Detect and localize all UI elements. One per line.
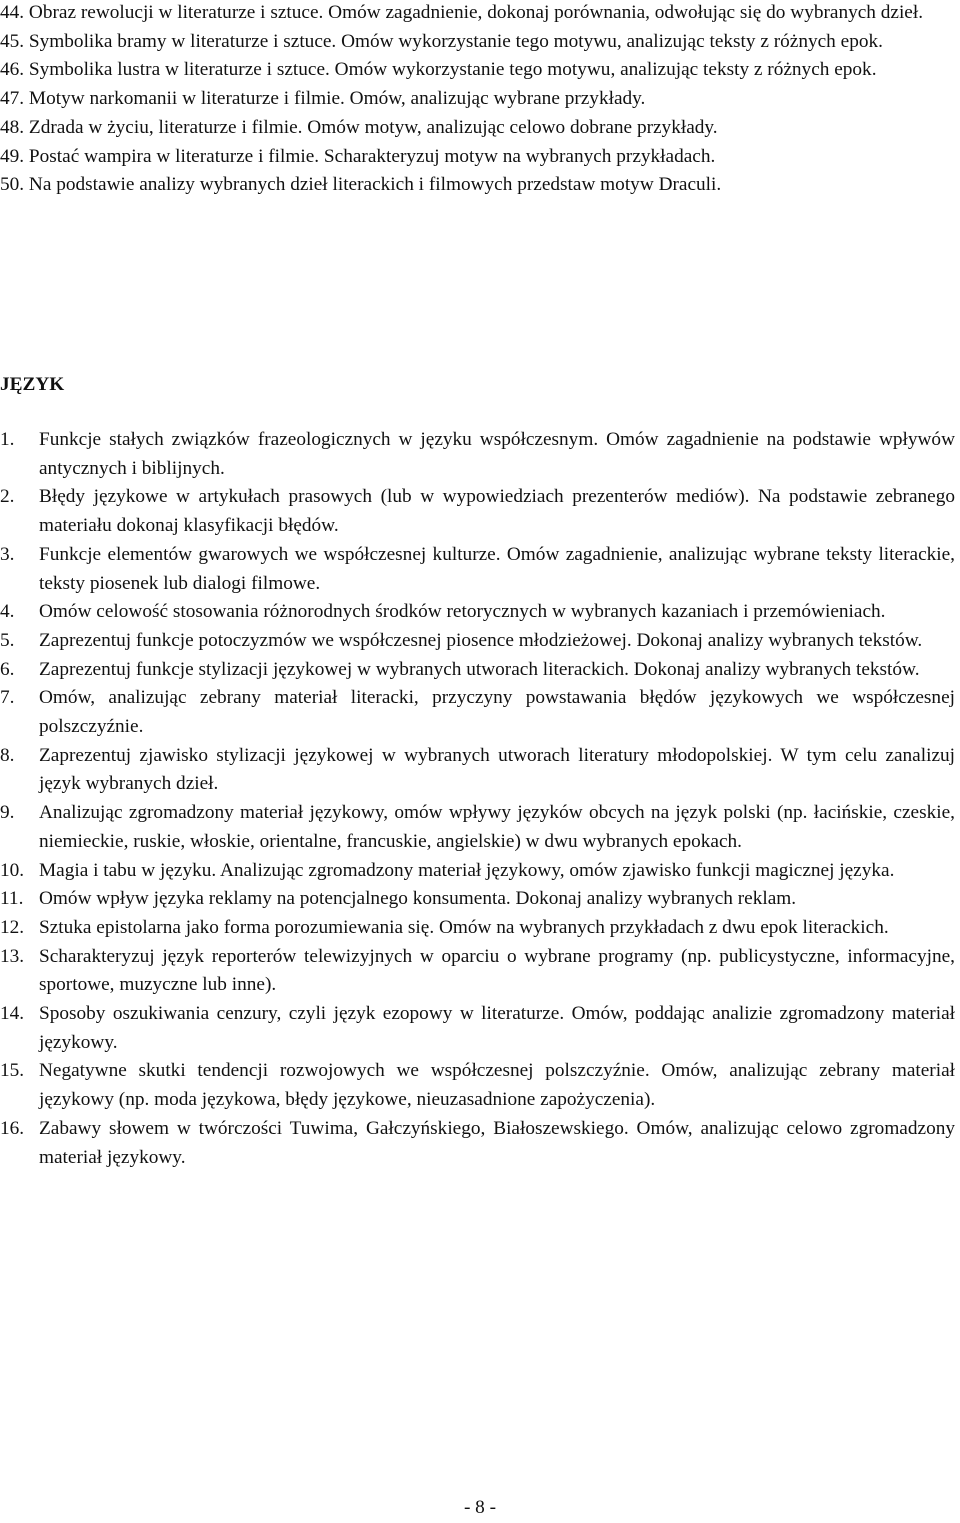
list-item (0, 656, 955, 685)
item-text: Omów wpływ języka reklamy na potencjalnego konsumenta. Dokonaj analizy wybranych reklam. (39, 888, 797, 910)
item-number: 45. (0, 30, 29, 52)
item-text: Zaprezentuj zjawisko stylizacji językowej w wybranych utworach literatury młodopolskiej. W tym celu zanalizuj język wybranych dzieł. (39, 744, 955, 795)
list-item (0, 85, 955, 114)
item-text: Błędy językowe w artykułach prasowych (lub w wypowiedziach prezenterów mediów). Na podstawie zebranego materiału dokonaj klasyfikacji błędów. (39, 486, 955, 537)
item-text: Scharakteryzuj język reporterów telewizyjnych w oparciu o wybrane programy (np. publicystyczne, informacyjne, sportowe, muzyczne lub inne). (39, 945, 955, 996)
item-text: Zaprezentuj funkcje potoczyzmów we współczesnej piosence młodzieżowej. Dokonaj analizy wybranych tekstów. (39, 629, 923, 651)
item-text: Sztuka epistolarna jako forma porozumiewania się. Omów na wybranych przykładach z dwu epok literackich. (39, 916, 889, 938)
item-number: 6. (0, 658, 15, 680)
item-number: 47. (0, 88, 29, 110)
item-number: 50. (0, 174, 29, 196)
language-topic-list (0, 426, 955, 1172)
item-text: Motyw narkomanii w literaturze i filmie. Omów, analizując wybrane przykłady. (28, 88, 646, 110)
item-text: Omów celowość stosowania różnorodnych środków retorycznych w wybranych kazaniach i przemówieniach. (39, 601, 886, 623)
list-item (0, 1115, 955, 1172)
list-item (0, 857, 955, 886)
item-text: Zdrada w życiu, literaturze i filmie. Omów motyw, analizując celowo dobrane przykłady. (28, 116, 718, 138)
page-number: - 8 - (463, 1497, 497, 1518)
item-text: Obraz rewolucji w literaturze i sztuce. Omów zagadnienie, dokonaj porównania, odwołując się do wybranych dzieł. (28, 2, 924, 23)
item-number: 4. (0, 601, 15, 623)
item-number: 1. (0, 429, 15, 450)
item-number: 15. (0, 1060, 25, 1082)
list-item (0, 598, 955, 627)
item-number: 48. (0, 116, 29, 138)
item-number: 14. (0, 1003, 25, 1025)
list-item (0, 114, 955, 143)
item-text: Na podstawie analizy wybranych dzieł literackich i filmowych przedstaw motyw Draculi. (28, 174, 722, 196)
item-text: Magia i tabu w języku. Analizując zgromadzony materiał językowy, omów zjawisko funkcji magicznej języka. (39, 859, 895, 881)
item-number: 13. (0, 945, 25, 967)
list-item (0, 0, 955, 28)
list-item (0, 28, 955, 57)
list-item (0, 1057, 955, 1114)
list-item (0, 627, 955, 656)
item-number: 46. (0, 59, 29, 81)
item-text: Omów, analizując zebrany materiał literacki, przyczyny powstawania błędów językowych we współczesnej polszczyźnie. (39, 687, 955, 738)
item-text: Negatywne skutki tendencji rozwojowych we współczesnej polszczyźnie. Omów, analizując zebrany materiał językowy (np. moda językowa, błędy językowe, nieuzasadnione zapożyczenia). (39, 1060, 955, 1111)
item-number: 5. (0, 629, 15, 651)
list-item (0, 541, 955, 598)
item-number: 44. (0, 2, 29, 23)
item-text: Zaprezentuj funkcje stylizacji językowej w wybranych utworach literackich. Dokonaj analizy wybranych tekstów. (39, 658, 920, 680)
item-number: 7. (0, 687, 15, 709)
item-number: 2. (0, 486, 15, 508)
item-text: Funkcje elementów gwarowych we współczesnej kulturze. Omów zagadnienie, analizując wybrane teksty literackie, teksty piosenek lub dialogi filmowe. (39, 543, 955, 594)
section-heading: JĘZYK (0, 374, 65, 395)
item-text: Zabawy słowem w twórczości Tuwima, Gałczyńskiego, Białoszewskiego. Omów, analizując celowo zgromadzony materiał językowy. (39, 1117, 955, 1168)
continued-topic-list (0, 0, 955, 200)
item-number: 8. (0, 744, 15, 766)
item-text: Postać wampira w literaturze i filmie. Scharakteryzuj motyw na wybranych przykładach. (28, 145, 716, 167)
item-number: 49. (0, 145, 29, 167)
item-text: Symbolika lustra w literaturze i sztuce. Omów wykorzystanie tego motywu, analizując teksty z różnych epok. (28, 59, 877, 81)
list-item (0, 171, 955, 200)
item-number: 10. (0, 859, 25, 881)
item-number: 9. (0, 802, 15, 824)
list-item (0, 799, 955, 856)
list-item (0, 684, 955, 741)
list-item (0, 56, 955, 85)
item-text: Funkcje stałych związków frazeologicznych w języku współczesnym. Omów zagadnienie na podstawie wpływów antycznych i biblijnych. (39, 429, 955, 479)
list-item (0, 143, 955, 172)
list-item (0, 1000, 955, 1057)
list-item (0, 885, 955, 914)
list-item (0, 914, 955, 943)
item-number: 11. (0, 888, 24, 910)
list-item (0, 483, 955, 540)
list-item (0, 426, 955, 483)
item-number: 16. (0, 1117, 25, 1139)
item-text: Symbolika bramy w literaturze i sztuce. Omów wykorzystanie tego motywu, analizując teksty z różnych epok. (28, 30, 883, 52)
item-number: 3. (0, 543, 15, 565)
list-item (0, 742, 955, 799)
item-text: Sposoby oszukiwania cenzury, czyli język ezopowy w literaturze. Omów, poddając analizie zgromadzony materiał językowy. (39, 1003, 955, 1053)
item-number: 12. (0, 916, 25, 938)
item-text: Analizując zgromadzony materiał językowy, omów wpływy języków obcych na język polski (np. łacińskie, czeskie, niemieckie, ruskie, włoskie, orientalne, francuskie, angielskie) w dwu wybranych epokach. (39, 802, 955, 852)
list-item (0, 943, 955, 1000)
